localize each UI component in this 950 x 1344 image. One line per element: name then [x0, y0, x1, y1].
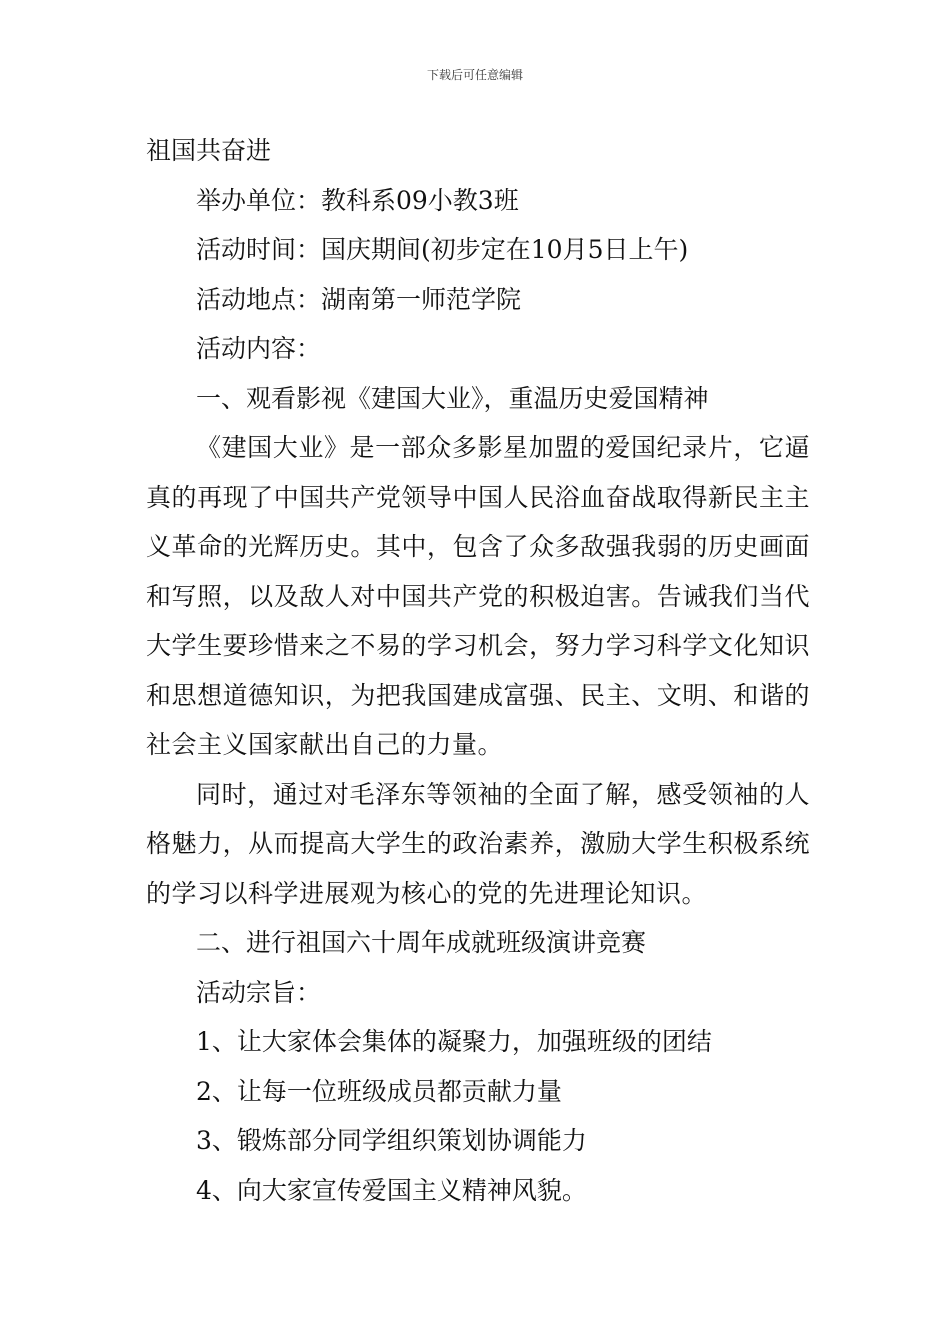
section2-heading: 二、进行祖国六十周年成就班级演讲竞赛 [196, 928, 647, 957]
header-note: 下载后可任意编辑 [426, 68, 523, 82]
purpose-item-3: 3、锻炼部分同学组织策划协调能力 [196, 1126, 587, 1155]
purpose-heading: 活动宗旨： [196, 977, 322, 1007]
organizer-line: 举办单位：教科系09小教3班 [196, 185, 519, 215]
location-line: 活动地点：湖南第一师范学院 [196, 284, 522, 314]
content-heading: 活动内容： [196, 334, 322, 363]
section1-paragraph-1: 《建国大业》是一部众多影星加盟的爱国纪录片，它逼真的再现了中国共产党领导中国人民浴血奋战取得新民主主义革命的光辉历史。其中，包含了众多敌强我弱的历史画面和写照，以及敌人对中国共产党的积极迫害。告诫我们当代大学生要珍惜来之不易的学习机会，努力学习科学文化知识和思想道德知识，为把我国建成富强、民主、文明、和谐的社会主义国家献出自己的力量。 [146, 433, 810, 759]
purpose-item-1: 1、让大家体会集体的凝聚力，加强班级的团结 [196, 1027, 712, 1056]
purpose-item-4: 4、向大家宣传爱国主义精神风貌。 [196, 1175, 587, 1205]
document-title: 祖国共奋进 [146, 136, 272, 165]
section1-paragraph-2: 同时，通过对毛泽东等领袖的全面了解，感受领袖的人格魅力，从而提高大学生的政治素养，激励大学生积极系统的学习以科学进展观为核心的党的先进理论知识。 [146, 779, 810, 908]
section1-heading: 一、观看影视《建国大业》，重温历史爱国精神 [196, 383, 709, 413]
time-line: 活动时间：国庆期间(初步定在10月5日上午) [196, 235, 689, 264]
purpose-item-2: 2、让每一位班级成员都贡献力量 [196, 1076, 562, 1106]
document-body [146, 126, 810, 1215]
